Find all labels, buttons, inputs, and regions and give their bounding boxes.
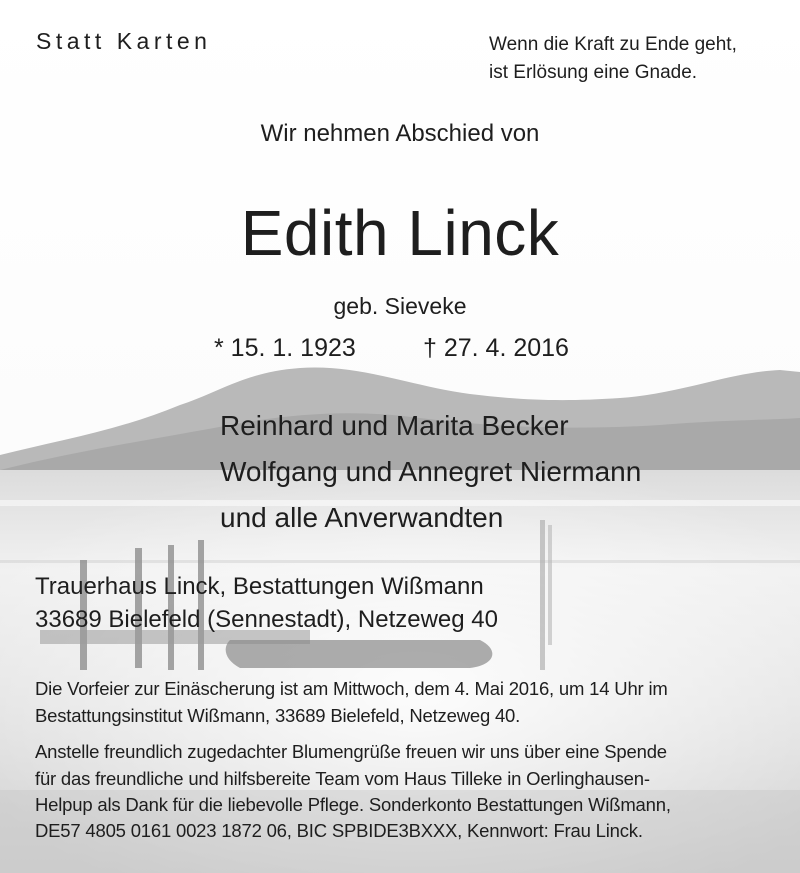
- birth-date: * 15. 1. 1923: [214, 334, 356, 362]
- maiden-name: geb. Sieveke: [333, 293, 467, 319]
- donation-line: DE57 4805 0161 0023 1872 06, BIC SPBIDE3BXXX, Kennwort: Frau Linck.: [35, 820, 643, 841]
- mourner-line: Wolfgang und Annegret Niermann: [220, 456, 642, 487]
- mourner-line: und alle Anverwandten: [220, 502, 504, 533]
- donation-line: Helpup als Dank für die liebevolle Pflege. Sonderkonto Bestattungen Wißmann,: [35, 794, 671, 815]
- donation-line: für das freundliche und hilfsbereite Team vom Haus Tilleke in Oerlinghausen-: [35, 768, 650, 789]
- intro-text: Wir nehmen Abschied von: [260, 120, 540, 147]
- notice-line: Bestattungsinstitut Wißmann, 33689 Bielefeld, Netzeweg 40.: [35, 705, 521, 726]
- notice-line: Die Vorfeier zur Einäscherung ist am Mittwoch, dem 4. Mai 2016, um 14 Uhr im: [35, 678, 668, 699]
- mourner-line: Reinhard und Marita Becker: [220, 410, 569, 441]
- death-date: † 27. 4. 2016: [423, 334, 569, 362]
- funeral-home-name: Trauerhaus Linck, Bestattungen Wißmann: [35, 573, 484, 600]
- deceased-name: Edith Linck: [240, 197, 560, 269]
- header-statt-karten: Statt Karten: [36, 28, 212, 54]
- funeral-home-address: 33689 Bielefeld (Sennestadt), Netzeweg 40: [35, 606, 498, 633]
- donation-line: Anstelle freundlich zugedachter Blumengrüße freuen wir uns über eine Spende: [35, 741, 667, 762]
- motto-line-1: Wenn die Kraft zu Ende geht,: [489, 34, 737, 55]
- motto-line-2: ist Erlösung eine Gnade.: [489, 62, 698, 83]
